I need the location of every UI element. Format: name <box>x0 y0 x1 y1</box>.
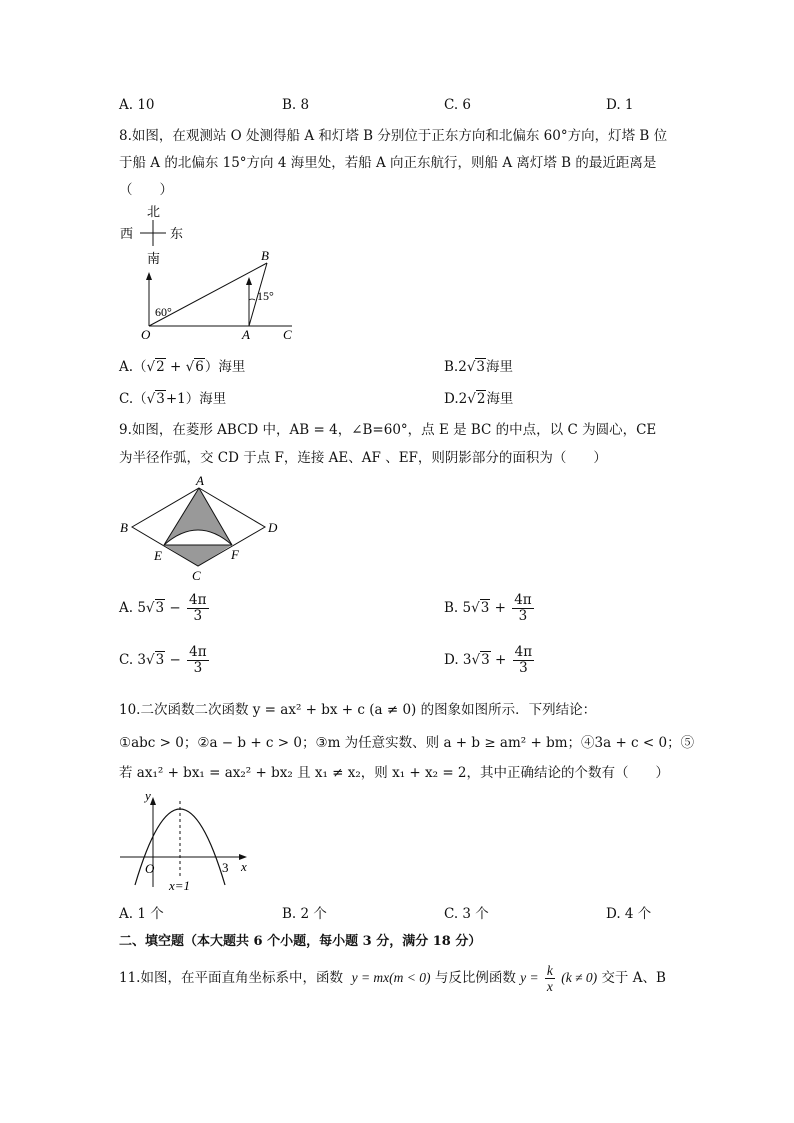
label-axis-x1: x=1 <box>169 878 191 893</box>
label-x: x <box>241 859 247 874</box>
q10-option-b: B. 2 个 <box>282 906 327 922</box>
q7-option-c: C. 6 <box>444 97 472 113</box>
label-o: O <box>141 327 151 342</box>
q9-option-d: D. 3√3 + $\frac{4\pi}{3}$ <box>444 644 533 676</box>
label-origin: O <box>145 861 155 876</box>
y-axis-arrow <box>150 797 156 805</box>
q8-option-a: A.（√2 + √6）海里 <box>119 359 246 375</box>
q8-option-c: C.（√3+1）海里 <box>119 391 227 407</box>
label-a: A <box>242 327 250 342</box>
q7-option-a: A. 10 <box>119 97 155 113</box>
q9-option-b: B. 5√3 + $\frac{4\pi}{3}$ <box>444 592 532 624</box>
label-b: B <box>261 248 269 263</box>
compass-south-label: 南 <box>147 251 161 266</box>
q10-option-c: C. 3 个 <box>444 906 489 922</box>
label-three: 3 <box>222 860 229 875</box>
q8-text-line2: 于船 A 的北偏东 15°方向 4 海里处，若船 A 向正东航行，则船 A 离灯塔 B 的最近距离是 <box>119 155 657 171</box>
label-c: C <box>192 568 201 583</box>
q10-text-line2: ①abc > 0；②a − b + c > 0；③m 为任意实数、则 a + b ≥ am² + bm；④3a + c < 0；⑤ <box>119 735 695 751</box>
q10-option-d: D. 4 个 <box>606 906 652 922</box>
compass-west-label: 西 <box>120 226 134 241</box>
label-e: E <box>154 548 162 563</box>
label-y: y <box>145 788 151 803</box>
q8-bracket: （ ） <box>119 182 173 198</box>
q10-text-line1: 10.二次函数二次函数 y = ax² + bx + c (a ≠ 0) 的图象如图所示．下列结论： <box>119 702 597 718</box>
q7-option-d: D. 1 <box>606 97 634 113</box>
q10-option-a: A. 1 个 <box>119 906 164 922</box>
q8-figure <box>110 200 310 348</box>
q11-text: 11.如图，在平面直角坐标系中，函数 y = mx(m < 0) 与反比例函数 y = $\frac{k}{x}$ (k ≠ 0) 交于 A、B <box>119 963 666 994</box>
label-b: B <box>120 520 128 535</box>
q9-figure <box>112 470 292 585</box>
angle-arc-15 <box>249 299 255 300</box>
label-c: C <box>283 327 292 342</box>
q8-option-d: D.2√2海里 <box>444 391 514 407</box>
shaded-top-region <box>164 488 232 545</box>
q9-option-a: A. 5√3 − $\frac{4\pi}{3}$ <box>119 592 207 624</box>
angle-60-label: 60° <box>155 305 172 319</box>
q9-text-line1: 9.如图，在菱形 ABCD 中，AB = 4，∠B=60°，点 E 是 BC 的中点，以 C 为圆心，CE <box>119 422 657 438</box>
q9-text-line2: 为半径作弧，交 CD 于点 F，连接 AE、AF 、EF，则阴影部分的面积为（ ） <box>119 450 607 466</box>
compass-east-label: 东 <box>170 226 184 241</box>
q10-text-line3: 若 ax₁² + bx₁ = ax₂² + bx₂ 且 x₁ ≠ x₂，则 x₁ + x₂ = 2，其中正确结论的个数有（ ） <box>119 765 670 781</box>
label-a: A <box>196 473 204 488</box>
q9-option-c: C. 3√3 − $\frac{4\pi}{3}$ <box>119 644 207 676</box>
section-2-title: 二、填空题（本大题共 6 个小题，每小题 3 分，满分 18 分） <box>119 934 482 949</box>
compass-north-label: 北 <box>147 204 161 219</box>
label-f: F <box>231 547 239 562</box>
angle-15-label: 15° <box>257 289 274 303</box>
q7-option-b: B. 8 <box>282 97 310 113</box>
arrowhead-a <box>246 277 252 285</box>
q10-figure <box>115 787 260 895</box>
shaded-bottom-region <box>164 545 232 566</box>
label-d: D <box>268 520 278 535</box>
q8-text-line1: 8.如图，在观测站 O 处测得船 A 和灯塔 B 分别位于正东方向和北偏东 60°方向，灯塔 B 位 <box>119 128 668 144</box>
arrowhead-o <box>146 272 152 280</box>
q8-option-b: B.2√3海里 <box>444 359 514 375</box>
